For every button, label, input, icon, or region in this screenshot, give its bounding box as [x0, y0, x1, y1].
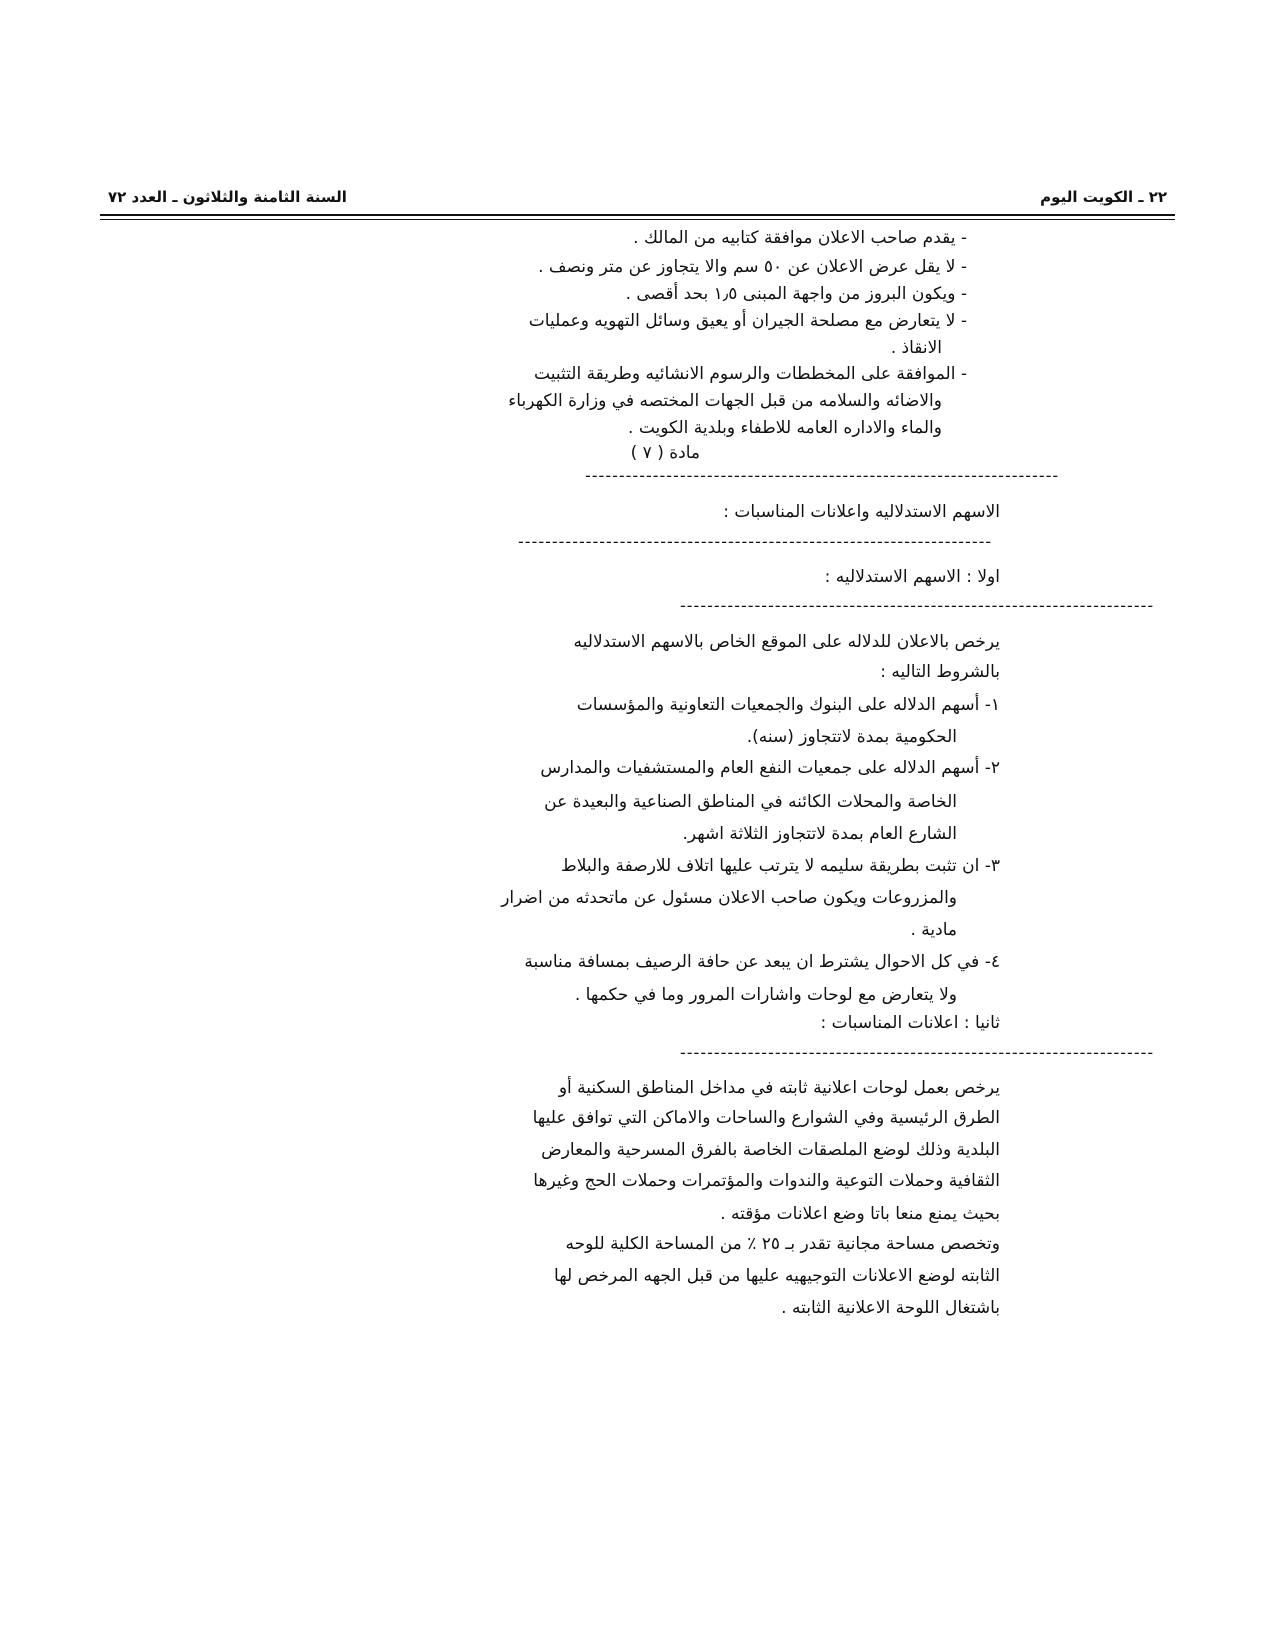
text-line-11: يرخص بالاعلان للدلاله على الموقع الخاص بالاسهم الاستدلاليه	[573, 632, 1000, 652]
list-item-1: ١- أسهم الدلاله على البنوك والجمعيات التعاونية والمؤسسات	[576, 695, 1000, 715]
text-line-26: الطرق الرئيسية وفي الشوارع والساحات والاماكن التي توافق عليها	[532, 1108, 1000, 1128]
subheading-second: ثانيا : اعلانات المناسبات :	[820, 1013, 1000, 1033]
text-line-31: الثابته لوضع الاعلانات التوجيهيه عليها من قبل الجهه المرخص لها	[554, 1266, 1000, 1286]
article-number: مادة ( ٧ )	[630, 443, 700, 463]
list-item-4-cont: ولا يتعارض مع لوحات واشارات المرور وما في حكمها .	[574, 985, 957, 1005]
list-item-3-cont-b: مادية .	[910, 920, 957, 940]
text-line-6: - الموافقة على المخططات والرسوم الانشائيه وطريقة التثبيت	[534, 364, 967, 384]
subheading-second-underline: ----------------------------------------------------------------------	[680, 1043, 1155, 1062]
text-line-27: البلدية وذلك لوضع الملصقات الخاصة بالفرق المسرحية والمعارض	[541, 1140, 1000, 1160]
article-underline: ----------------------------------------------------------------------	[585, 466, 1060, 485]
text-line-32: باشتغال اللوحة الاعلانية الثابته .	[781, 1298, 1000, 1318]
text-line-12: بالشروط التاليه :	[880, 662, 1000, 682]
list-item-2-cont-b: الشارع العام بمدة لاتتجاوز الثلاثة اشهر.	[682, 824, 957, 844]
text-line-4: - لا يتعارض مع مصلحة الجيران أو يعيق وسائل التهويه وعمليات	[528, 311, 967, 331]
issue-info: السنة الثامنة والثلاثون ـ العدد ٧٢	[108, 188, 347, 206]
section-heading-underline: ----------------------------------------------------------------------	[518, 532, 993, 551]
list-item-3: ٣- ان تثبت بطريقة سليمه لا يترتب عليها اتلاف للارصفة والبلاط	[561, 856, 1000, 876]
text-line-3: - ويكون البروز من واجهة المبنى ١٫٥ بحد أقصى .	[625, 284, 967, 304]
list-item-2-cont-a: الخاصة والمحلات الكائنه في المناطق الصناعية والبعيدة عن	[544, 792, 957, 812]
list-item-3-cont-a: والمزروعات ويكون صاحب الاعلان مسئول عن ماتحدثه من اضرار	[501, 888, 957, 908]
text-line-2: - لا يقل عرض الاعلان عن ٥٠ سم والا يتجاوز عن متر ونصف .	[538, 257, 967, 277]
text-line-30: وتخصص مساحة مجانية تقدر بـ ٢٥ ٪ من المساحة الكلية للوحه	[565, 1234, 1000, 1254]
section-heading: الاسهم الاستدلاليه واعلانات المناسبات :	[723, 502, 1000, 522]
list-item-4: ٤- في كل الاحوال يشترط ان يبعد عن حافة الرصيف بمسافة مناسبة	[524, 952, 1000, 972]
text-line-29: بحيث يمنع منعا باتا وضع اعلانات مؤقته .	[720, 1204, 1000, 1224]
text-line-28: الثقافية وحملات التوعية والندوات والمؤتمرات وحملات الحج وغيرها	[533, 1171, 1000, 1191]
subheading-first: اولا : الاسهم الاستدلاليه :	[824, 567, 1000, 587]
list-item-1-cont: الحكومية بمدة لاتتجاوز (سنه).	[746, 727, 957, 747]
text-line-8: والماء والاداره العامه للاطفاء وبلدية الكويت .	[628, 418, 942, 438]
text-line-7: والاضائه والسلامه من قبل الجهات المختصه في وزارة الكهرباء	[508, 391, 942, 411]
page-header	[100, 186, 1175, 226]
text-line-25: يرخص بعمل لوحات اعلانية ثابته في مداخل المناطق السكنية أو	[558, 1078, 1000, 1098]
list-item-2: ٢- أسهم الدلاله على جمعيات النفع العام والمستشفيات والمدارس	[540, 758, 1000, 778]
text-line-1: - يقدم صاحب الاعلان موافقة كتابيه من المالك .	[633, 228, 967, 248]
subheading-first-underline: ----------------------------------------------------------------------	[680, 596, 1155, 615]
page-number-title: ٢٢ ـ الكويت اليوم	[1040, 188, 1167, 206]
text-line-5: الانقاذ .	[890, 338, 942, 358]
header-rule-thin	[100, 219, 1175, 220]
header-rule-thick	[100, 214, 1175, 216]
